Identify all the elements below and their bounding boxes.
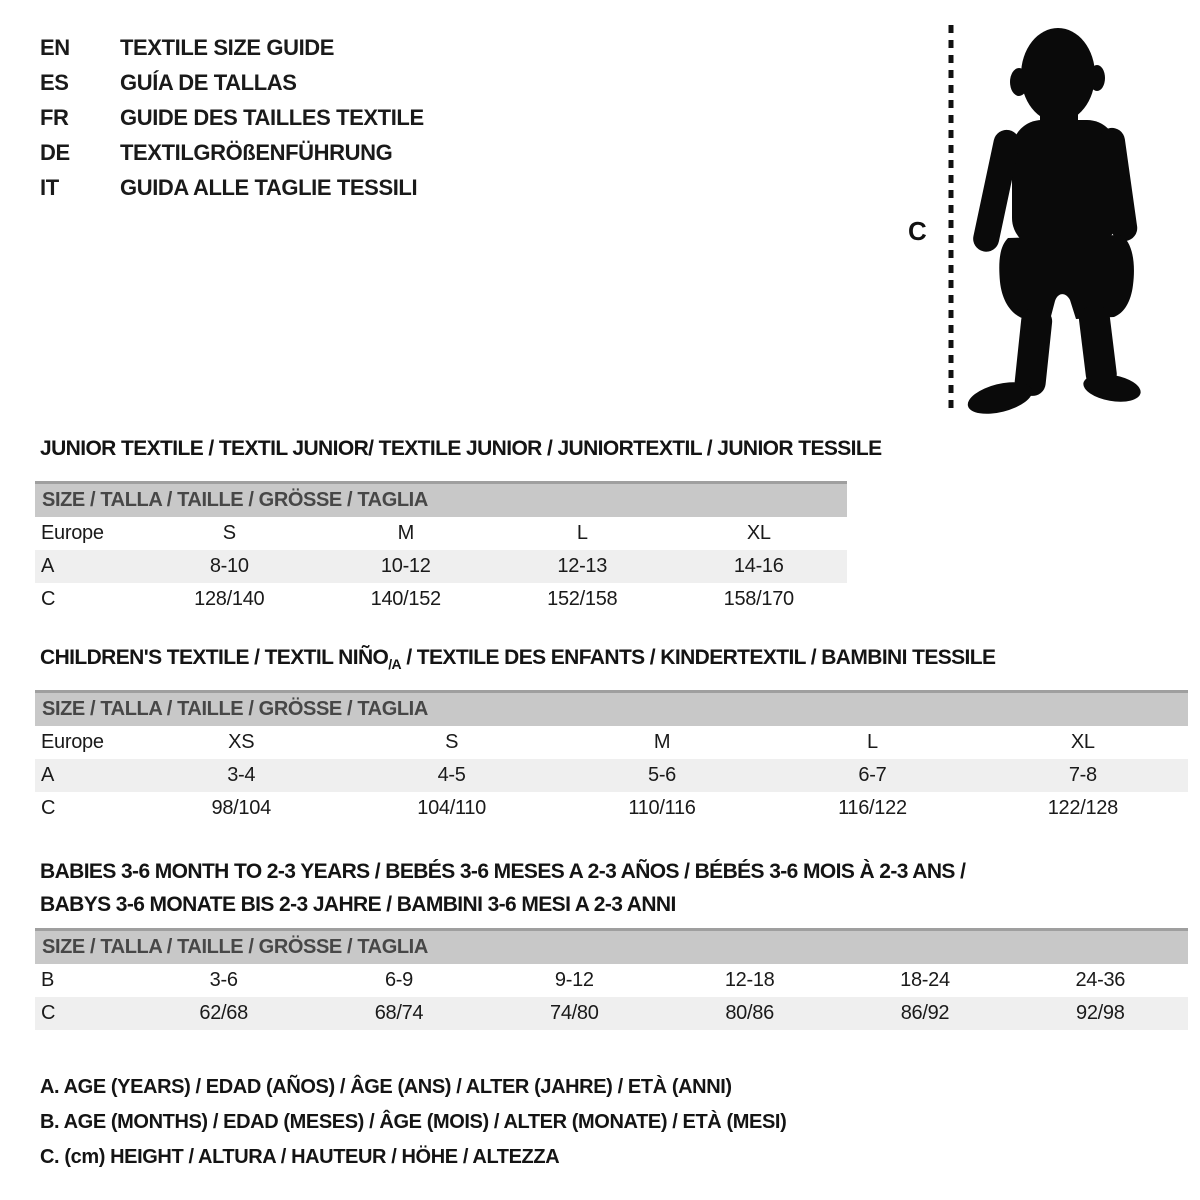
row-label: Europe <box>41 522 104 544</box>
height-cell: 116/122 <box>838 797 907 819</box>
height-cell: 110/116 <box>628 797 696 819</box>
age-cell: 9-12 <box>554 969 594 991</box>
guide-title-it: GUIDA ALLE TAGLIE TESSILI <box>120 174 418 200</box>
table-row-europe <box>35 726 1188 759</box>
height-cell: 158/170 <box>723 588 794 610</box>
age-cell: 5-6 <box>648 764 677 786</box>
babies-title-line1: BABIES 3-6 MONTH TO 2-3 YEARS / BEBÉS 3-6 MESES A 2-3 AÑOS / BÉBÉS 3-6 MOIS À 2-3 ANS / <box>40 860 966 883</box>
height-cell: 62/68 <box>199 1002 248 1024</box>
age-cell: 12-13 <box>557 555 608 577</box>
age-cell: 24-36 <box>1075 969 1126 991</box>
table-row-height <box>35 997 1188 1030</box>
age-cell: 3-6 <box>209 969 238 991</box>
row-label: C <box>41 797 56 819</box>
table-row-europe <box>35 517 847 550</box>
row-label: B <box>41 969 55 991</box>
junior-section-title: JUNIOR TEXTILE / TEXTIL JUNIOR/ TEXTILE JUNIOR / JUNIORTEXTIL / JUNIOR TESSILE <box>40 437 882 460</box>
babies-section-title <box>40 855 965 921</box>
children-title-sub: /A <box>388 656 402 673</box>
junior-size-table <box>35 481 847 616</box>
guide-title-en: TEXTILE SIZE GUIDE <box>120 34 335 60</box>
language-row-de <box>40 135 424 170</box>
children-size-table <box>35 690 1188 825</box>
legend-line-a: A. AGE (YEARS) / EDAD (AÑOS) / ÂGE (ANS) / ALTER (JAHRE) / ETÀ (ANNI) <box>40 1076 732 1098</box>
language-row-fr <box>40 100 424 135</box>
language-row-es <box>40 65 424 100</box>
row-label: C <box>41 1002 56 1024</box>
age-cell: 7-8 <box>1068 764 1097 786</box>
language-code: ES <box>40 69 69 95</box>
age-cell: 4-5 <box>437 764 466 786</box>
height-cell: 74/80 <box>550 1002 599 1024</box>
height-cell: 128/140 <box>194 588 265 610</box>
age-cell: 3-4 <box>227 764 256 786</box>
size-header-label: SIZE / TALLA / TAILLE / GRÖSSE / TAGLIA <box>42 698 428 720</box>
size-header-label: SIZE / TALLA / TAILLE / GRÖSSE / TAGLIA <box>42 936 428 958</box>
language-row-it <box>40 170 424 205</box>
measure-legend <box>40 1070 786 1175</box>
language-list <box>40 30 424 205</box>
guide-title-fr: GUIDE DES TAILLES TEXTILE <box>120 104 424 130</box>
babies-size-table <box>35 928 1188 1030</box>
guide-title-de: TEXTILGRÖßENFÜHRUNG <box>120 139 393 165</box>
size-cell: S <box>222 522 236 544</box>
height-cell: 80/86 <box>725 1002 774 1024</box>
table-row-age-months <box>35 964 1188 997</box>
children-title-pre: CHILDREN'S TEXTILE / TEXTIL NIÑO <box>40 646 389 669</box>
height-cell: 122/128 <box>1047 797 1118 819</box>
table-row-age <box>35 550 847 583</box>
baby-silhouette-icon <box>900 10 1160 420</box>
height-cell: 98/104 <box>211 797 271 819</box>
children-title-post: / TEXTILE DES ENFANTS / KINDERTEXTIL / BAMBINI TESSILE <box>401 646 996 669</box>
legend-line-b: B. AGE (MONTHS) / EDAD (MESES) / ÂGE (MOIS) / ALTER (MONATE) / ETÀ (MESI) <box>40 1111 787 1133</box>
table-row-height <box>35 792 1188 825</box>
height-cell: 104/110 <box>417 797 486 819</box>
height-cell: 152/158 <box>547 588 618 610</box>
legend-line-c: C. (cm) HEIGHT / ALTURA / HAUTEUR / HÖHE / ALTEZZA <box>40 1146 560 1168</box>
height-cell: 68/74 <box>374 1002 424 1024</box>
row-label: Europe <box>41 731 104 753</box>
row-label: A <box>41 555 55 577</box>
size-header-band <box>35 481 847 517</box>
language-code: FR <box>40 104 69 130</box>
size-cell: S <box>445 731 459 753</box>
language-row-en <box>40 30 424 65</box>
size-cell: XL <box>1070 731 1095 753</box>
row-label: C <box>41 588 56 610</box>
size-cell: XS <box>228 731 255 753</box>
age-cell: 14-16 <box>733 555 784 577</box>
table-row-height <box>35 583 847 616</box>
table-row-age <box>35 759 1188 792</box>
age-cell: 10-12 <box>380 555 431 577</box>
age-cell: 12-18 <box>724 969 775 991</box>
size-header-label: SIZE / TALLA / TAILLE / GRÖSSE / TAGLIA <box>42 489 428 511</box>
children-section-title <box>40 646 995 672</box>
age-cell: 6-9 <box>384 969 413 991</box>
height-cell: 92/98 <box>1076 1002 1125 1024</box>
babies-title-line2: BABYS 3-6 MONATE BIS 2-3 JAHRE / BAMBINI 3-6 MESI A 2-3 ANNI <box>40 893 676 916</box>
baby-silhouette <box>965 28 1143 420</box>
age-cell: 18-24 <box>900 969 950 991</box>
height-cell: 140/152 <box>370 588 441 610</box>
height-measure-label: C <box>908 216 927 246</box>
size-cell: XL <box>746 522 771 544</box>
age-cell: 6-7 <box>858 764 887 786</box>
size-cell: L <box>576 522 588 544</box>
language-code: DE <box>40 139 70 165</box>
age-cell: 8-10 <box>209 555 249 577</box>
size-cell: M <box>397 522 414 544</box>
size-header-band <box>35 928 1188 964</box>
guide-title-es: GUÍA DE TALLAS <box>120 69 297 95</box>
row-label: A <box>41 764 55 786</box>
language-code: IT <box>40 174 59 200</box>
height-cell: 86/92 <box>900 1002 950 1024</box>
size-cell: M <box>653 731 671 753</box>
language-code: EN <box>40 34 70 60</box>
size-header-band <box>35 690 1188 726</box>
size-cell: L <box>867 731 878 753</box>
